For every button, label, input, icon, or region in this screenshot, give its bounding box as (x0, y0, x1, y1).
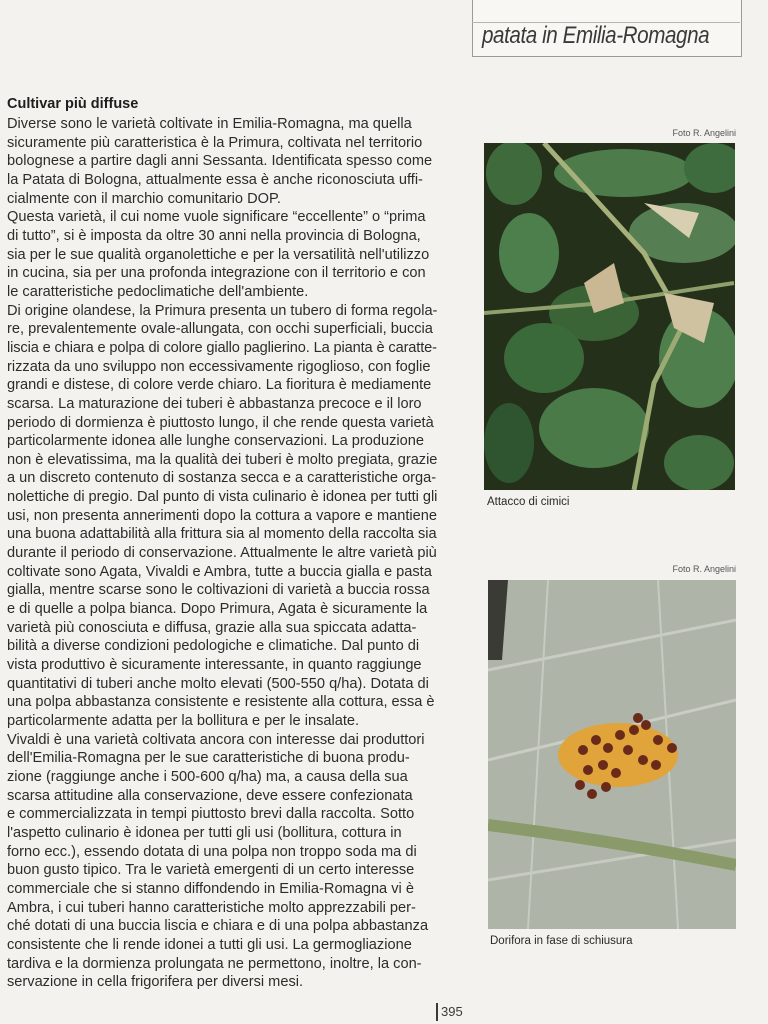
photo-beetle-hatching (488, 580, 736, 929)
page-number: 395 (436, 1003, 463, 1021)
body-line: buon gusto tipico. Tra le varietà emergenti di un certo interesse (7, 862, 415, 879)
body-line: durante il periodo di conservazione. Attualmente le altre varietà più (7, 545, 437, 562)
body-line: di tutto”, si è imposta da oltre 30 anni nella provincia di Bologna, (7, 227, 421, 244)
body-line: commerciale che si stanno diffondendo in Emilia-Romagna vi è (7, 880, 414, 897)
body-line: una polpa abbastanza consistente e resistente alla cottura, essa è (7, 694, 435, 711)
body-line: servazione in cella frigorifera per diversi mesi. (7, 974, 304, 991)
caption-2: Dorifora in fase di schiusura (490, 935, 633, 947)
body-line: bolognese a partire dagli anni Sessanta. Identificata spesso come (7, 153, 433, 170)
body-line: le caratteristiche pedoclimatiche dell'ambiente. (7, 283, 309, 300)
caption-1: Attacco di cimici (487, 496, 570, 508)
body-line: quantitativi di tuberi anche molto elevati (500-550 q/ha). Dotata di (7, 675, 429, 692)
body-line: zione (raggiunge anche i 500-600 q/ha) ma, a causa della sua (7, 768, 408, 785)
body-line: Di origine olandese, la Primura presenta un tubero di forma regola- (7, 302, 438, 319)
section-title: patata in Emilia-Romagna (482, 22, 710, 49)
body-line: Vivaldi è una varietà coltivata ancora con interesse dai produttori (7, 731, 425, 748)
body-line: re, prevalentemente ovale-allungata, con occhi superficiali, buccia (7, 321, 433, 338)
body-line: coltivate sono Agata, Vivaldi e Ambra, tutte a buccia gialla e pasta (7, 563, 432, 580)
body-line: particolarmente adatta per la bollitura e per le insalate. (7, 713, 360, 729)
photo-credit-1: Foto R. Angelini (672, 128, 736, 138)
photo-credit-2: Foto R. Angelini (672, 564, 736, 574)
leaves-image (484, 143, 735, 490)
body-line: Questa varietà, il cui nome vuole significare “eccellente” o “prima (7, 209, 426, 226)
body-line: cialmente con il marchio comunitario DOP. (7, 190, 281, 207)
body-line: varietà più conosciuta e diffusa, grazie alla sua spiccata adatta- (7, 619, 417, 636)
body-line: bilità a diverse condizioni pedologiche e climatiche. Dal punto di (7, 638, 420, 655)
body-line: dell'Emilia-Romagna per le sue caratteristiche di buona produ- (7, 750, 410, 767)
body-line: sicuramente più caratteristica è la Primura, coltivata nel territorio (7, 134, 423, 151)
body-line: Diverse sono le varietà coltivate in Emilia-Romagna, ma quella (7, 116, 412, 132)
body-line: forno ecc.), essendo dotata di una polpa non troppo soda ma di (7, 843, 417, 860)
body-line: liscia e chiara e polpa di colore giallo paglierino. La pianta è caratte- (7, 339, 437, 356)
body-line: consistente che li rende idonei a tutti gli usi. La germogliazione (7, 936, 412, 953)
body-line: tardiva e la dormienza prolungata ne permettono, inoltre, la con- (7, 955, 422, 972)
body-line: nolettiche di pregio. Dal punto di vista culinario è idonea per tutti gli (7, 489, 438, 506)
body-line: particolarmente idonea alle lunghe conservazioni. La produzione (7, 433, 425, 450)
body-line: sia per le sue qualità organolettiche e per la versatilità nell'utilizzo (7, 246, 430, 263)
body-line: l'aspetto culinario è idonea per tutti gli usi (bollitura, cottura in (7, 824, 402, 841)
body-line: non è elevatissima, ma la qualità dei tuberi è molto pregiata, grazie (7, 451, 438, 468)
body-line: in cucina, sia per una profonda integrazione con il territorio e con (7, 265, 426, 282)
body-line: grandi e distese, di colore verde chiaro. La fioritura è mediamente (7, 377, 432, 394)
body-line: ché dotati di una buccia liscia e chiara e di una polpa abbastanza (7, 918, 429, 935)
body-line: e commercializzata in tempi piuttosto brevi dalla raccolta. Sotto (7, 806, 415, 823)
leaf-eggs-image (488, 580, 736, 929)
body-line: periodo di dormienza è piuttosto lungo, il che rende questa varietà (7, 414, 434, 431)
body-line: Ambra, i cui tuberi hanno caratteristiche molto apprezzabili per- (7, 899, 416, 916)
body-line: scarsa attitudine alla conservazione, deve essere confezionata (7, 787, 413, 804)
body-line: a un discreto contenuto di sostanza secca e a caratteristiche orga- (7, 470, 437, 487)
article-heading: Cultivar più diffuse (7, 96, 139, 112)
body-line: usi, non presenta annerimenti dopo la cottura a vapore e mantiene (7, 507, 437, 524)
body-line: la Patata di Bologna, attualmente essa è anche riconosciuta uffi- (7, 171, 423, 188)
body-line: rizzata da uno sviluppo non eccessivamente rigoglioso, con foglie (7, 358, 431, 375)
body-line: vista produttivo è sicuramente interessante, in quanto raggiunge (7, 657, 422, 674)
body-line: gialla, mentre scarse sono le coltivazioni di varietà a buccia rossa (7, 582, 430, 599)
body-line: e di quelle a polpa bianca. Dopo Primura, Agata è sicuramente la (7, 601, 428, 618)
article-body (7, 115, 437, 992)
body-line: una buona adattabilità alla frittura sia al momento della raccolta sia (7, 526, 437, 543)
body-line: scarsa. La maturazione dei tuberi è abbastanza precoce e il loro (7, 395, 422, 412)
photo-bug-attack (484, 143, 735, 490)
